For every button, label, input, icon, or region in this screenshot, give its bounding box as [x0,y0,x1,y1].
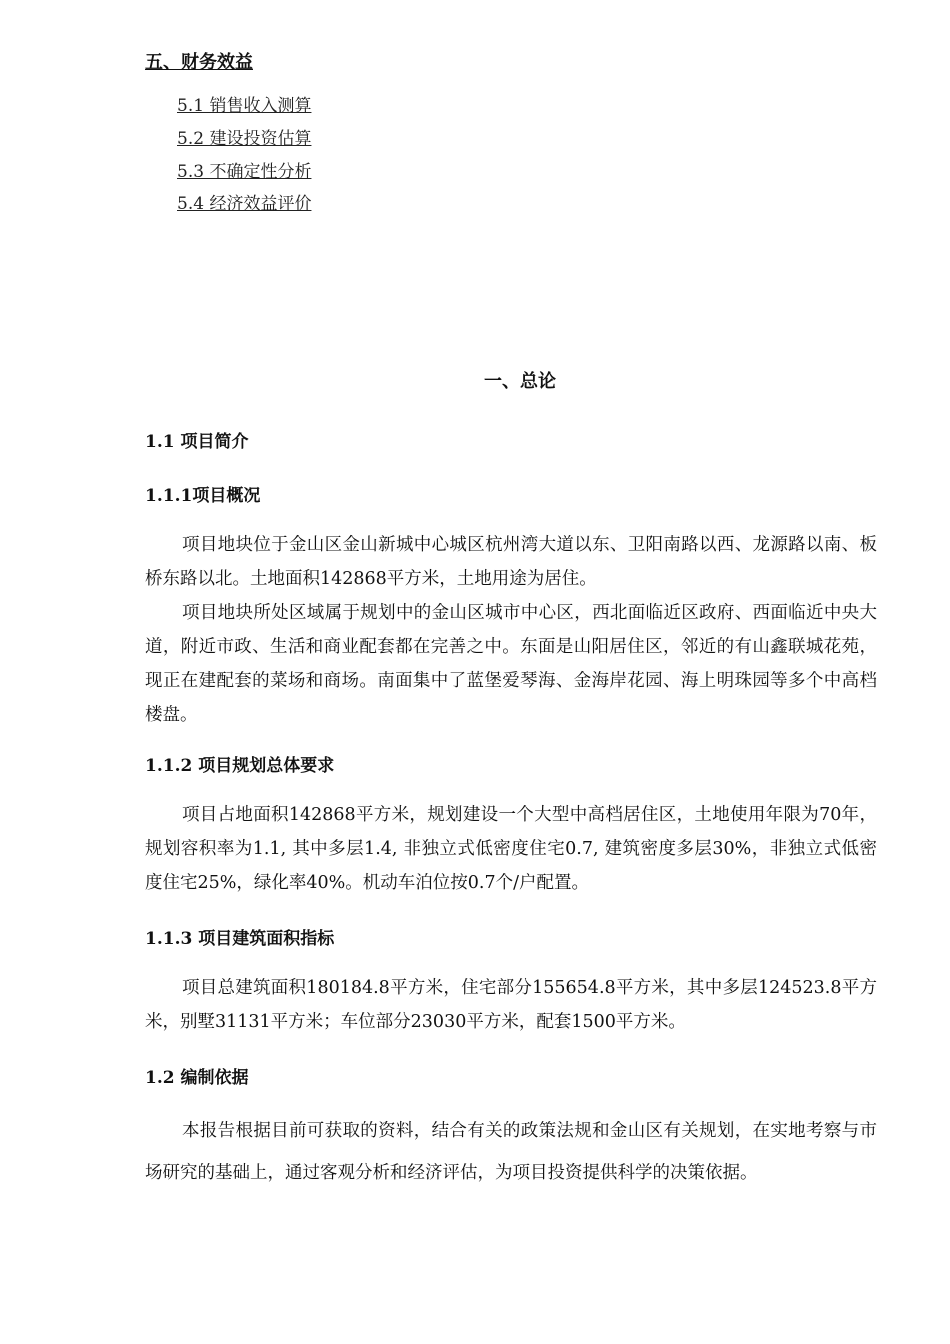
paragraph-location: 项目地块位于金山区金山新城中心城区杭州湾大道以东、卫阳南路以西、龙源路以南、板桥东路以北。土地面积142868平方米，土地用途为居住。 [145,535,877,589]
section-heading-1-2: 1.2 编制依据 [145,1068,249,1088]
toc-item-5-4[interactable]: 5.4 经济效益评价 [177,194,312,214]
toc-item-5-1[interactable]: 5.1 销售收入测算 [177,96,312,116]
paragraph-surroundings: 项目地块所处区域属于规划中的金山区城市中心区，西北面临近区政府、西面临近中央大道，附近市政、生活和商业配套都在完善之中。东面是山阳居住区，邻近的有山鑫联城花苑，现正在建配套的菜场和商场。南面集中了蓝堡爱琴海、金海岸花园、海上明珠园等多个中高档楼盘。 [145,603,877,725]
section-heading-1-1-1: 1.1.1项目概况 [145,486,261,506]
toc-item-5-2[interactable]: 5.2 建设投资估算 [177,129,312,149]
paragraph-basis: 本报告根据目前可获取的资料，结合有关的政策法规和金山区有关规划，在实地考察与市场研究的基础上，通过客观分析和经济评估，为项目投资提供科学的决策依据。 [145,1121,877,1183]
toc-heading[interactable]: 五、财务效益 [145,52,253,73]
section-heading-1-1-2: 1.1.2 项目规划总体要求 [145,756,335,776]
section-heading-1-1-3: 1.1.3 项目建筑面积指标 [145,929,335,949]
paragraph-floor-area: 项目总建筑面积180184.8平方米，住宅部分155654.8平方米，其中多层124523.8平方米，别墅31131平方米；车位部分23030平方米，配套1500平方米。 [145,978,877,1032]
toc-item-5-3[interactable]: 5.3 不确定性分析 [177,162,312,182]
paragraph-planning: 项目占地面积142868平方米，规划建设一个大型中高档居住区，土地使用年限为70年，规划容积率为1.1, 其中多层1.4, 非独立式低密度住宅0.7, 建筑密度多层30%，非独立式低密度住宅25%，绿化率40%。机动车泊位按0.7个/户配置。 [145,805,877,893]
section-heading-1-1: 1.1 项目简介 [145,432,249,452]
chapter-title: 一、总论 [484,371,556,392]
